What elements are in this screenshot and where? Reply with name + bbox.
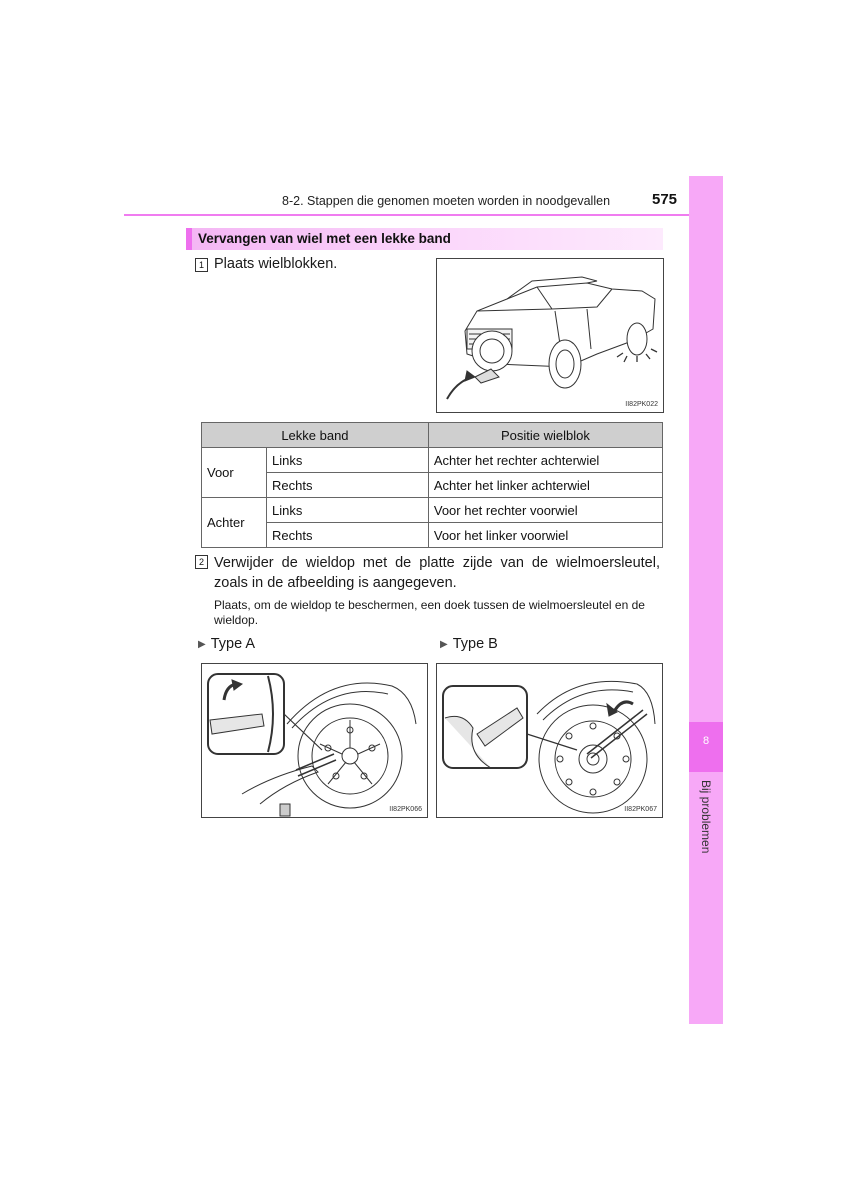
- wheel-chock-table: [201, 422, 663, 548]
- table-row: [202, 448, 663, 473]
- figure-code: II82PK066: [389, 806, 422, 813]
- section-title: Vervangen van wiel met een lekke band: [198, 231, 451, 246]
- table-cell: Achter: [202, 498, 267, 548]
- step-1-text: Plaats wielblokken.: [214, 256, 338, 272]
- table-row: [202, 473, 663, 498]
- step-1-number: 1: [195, 258, 208, 272]
- type-a-label: [198, 636, 255, 652]
- step-2-number: 2: [195, 555, 208, 569]
- chapter-tab-active: [689, 722, 723, 772]
- table-cell: Voor het rechter voorwiel: [428, 498, 662, 523]
- table-cell: Voor het linker voorwiel: [428, 523, 662, 548]
- table-row: [202, 498, 663, 523]
- triangle-icon: ▶: [198, 639, 206, 650]
- truck-wheel-chock-figure: [436, 258, 664, 413]
- section-heading: [186, 228, 663, 250]
- table-cell: Rechts: [267, 523, 429, 548]
- figure-code: II82PK067: [624, 806, 657, 813]
- table-cell: Links: [267, 498, 429, 523]
- type-b-text: Type B: [452, 636, 498, 652]
- table-cell: Rechts: [267, 473, 429, 498]
- type-b-figure: [436, 663, 663, 818]
- table-header: Positie wielblok: [428, 423, 662, 448]
- step-2-text: Verwijder de wieldop met de platte zijde van de wielmoersleutel, zoals in de afbeelding is aangegeven.: [214, 555, 660, 591]
- figure-code: II82PK022: [625, 401, 658, 408]
- table-header: Lekke band: [202, 423, 429, 448]
- type-a-figure: [201, 663, 428, 818]
- table-cell: Achter het rechter achterwiel: [428, 448, 662, 473]
- type-a-text: Type A: [210, 636, 256, 652]
- table-row: [202, 523, 663, 548]
- table-cell: Achter het linker achterwiel: [428, 473, 662, 498]
- triangle-icon: ▶: [440, 639, 448, 650]
- hubcap-type-a-illustration: [202, 664, 429, 819]
- step-2-note: Plaats, om de wieldop te beschermen, een doek tussen de wielmoersleutel en de wieldop.: [214, 598, 645, 627]
- page-number: 575: [652, 191, 678, 208]
- hubcap-type-b-illustration: [437, 664, 664, 819]
- table-cell: Voor: [202, 448, 267, 498]
- type-b-label: [440, 636, 498, 652]
- chapter-number: 8: [702, 735, 710, 747]
- chapter-label: Bij problemen: [699, 780, 713, 854]
- running-header: 8-2. Stappen die genomen moeten worden in noodgevallen: [282, 194, 611, 208]
- truck-illustration: [437, 259, 665, 414]
- header-rule: [124, 214, 722, 216]
- chapter-tab: [689, 176, 723, 1024]
- table-cell: Links: [267, 448, 429, 473]
